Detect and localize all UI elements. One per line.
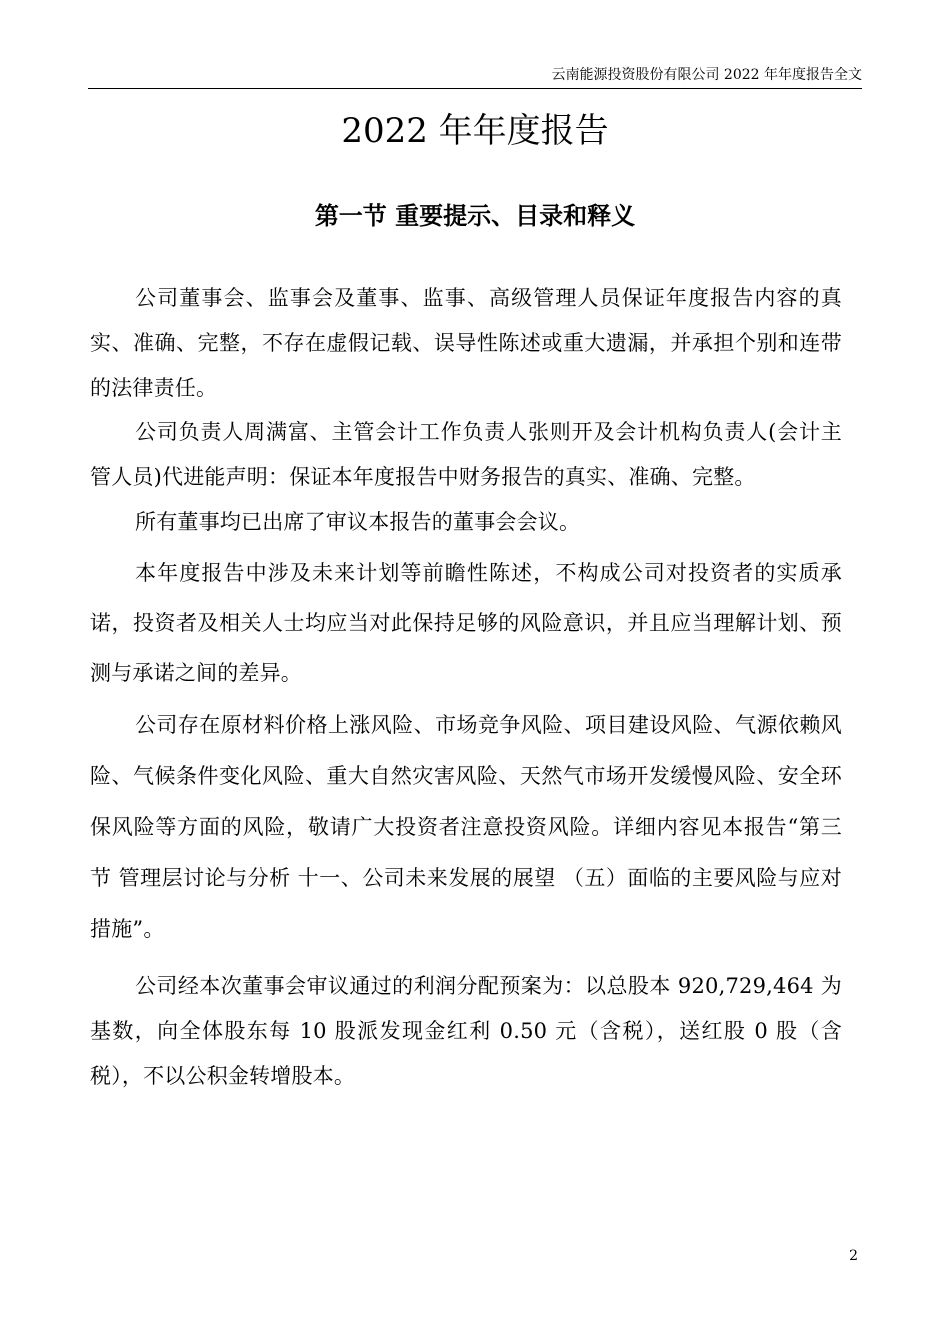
paragraph-risk-warning: 公司存在原材料价格上涨风险、市场竞争风险、项目建设风险、气源依赖风险、气候条件变化风险、重大自然灾害风险、天然气市场开发缓慢风险、安全环保风险等方面的风险，敬请广大投资者注意投资风险。详细内容见本报告“第三节 管理层讨论与分析 十一、公司未来发展的展望 （五）面临的主要风险与应对措施”。 [90,713,842,941]
paragraph-financial-statement-declaration: 公司负责人周满富、主管会计工作负责人张则开及会计机构负责人(会计主管人员)代进能声明：保证本年度报告中财务报告的真实、准确、完整。 [90,420,842,489]
page-number: 2 [849,1248,858,1264]
document-title: 2022 年年度报告 [341,111,609,151]
section-title: 第一节 重要提示、目录和释义 [314,201,636,230]
paragraph-forward-looking-statement: 本年度报告中涉及未来计划等前瞻性陈述，不构成公司对投资者的实质承诺，投资者及相关人士均应当对此保持足够的风险意识，并且应当理解计划、预测与承诺之间的差异。 [90,561,842,685]
paragraph-responsibility-statement: 公司董事会、监事会及董事、监事、高级管理人员保证年度报告内容的真实、准确、完整，不存在虚假记载、误导性陈述或重大遗漏，并承担个别和连带的法律责任。 [90,286,842,400]
paragraph-profit-distribution: 公司经本次董事会审议通过的利润分配预案为：以总股本 920,729,464 为基数，向全体股东每 10 股派发现金红利 0.50 元（含税），送红股 0 股（含税），不以公积金转增股本。 [90,974,842,1088]
header-text: 云南能源投资股份有限公司 2022 年年度报告全文 [551,67,862,83]
page-header [88,64,862,89]
paragraph-board-attendance: 所有董事均已出席了审议本报告的董事会会议。 [135,510,581,534]
